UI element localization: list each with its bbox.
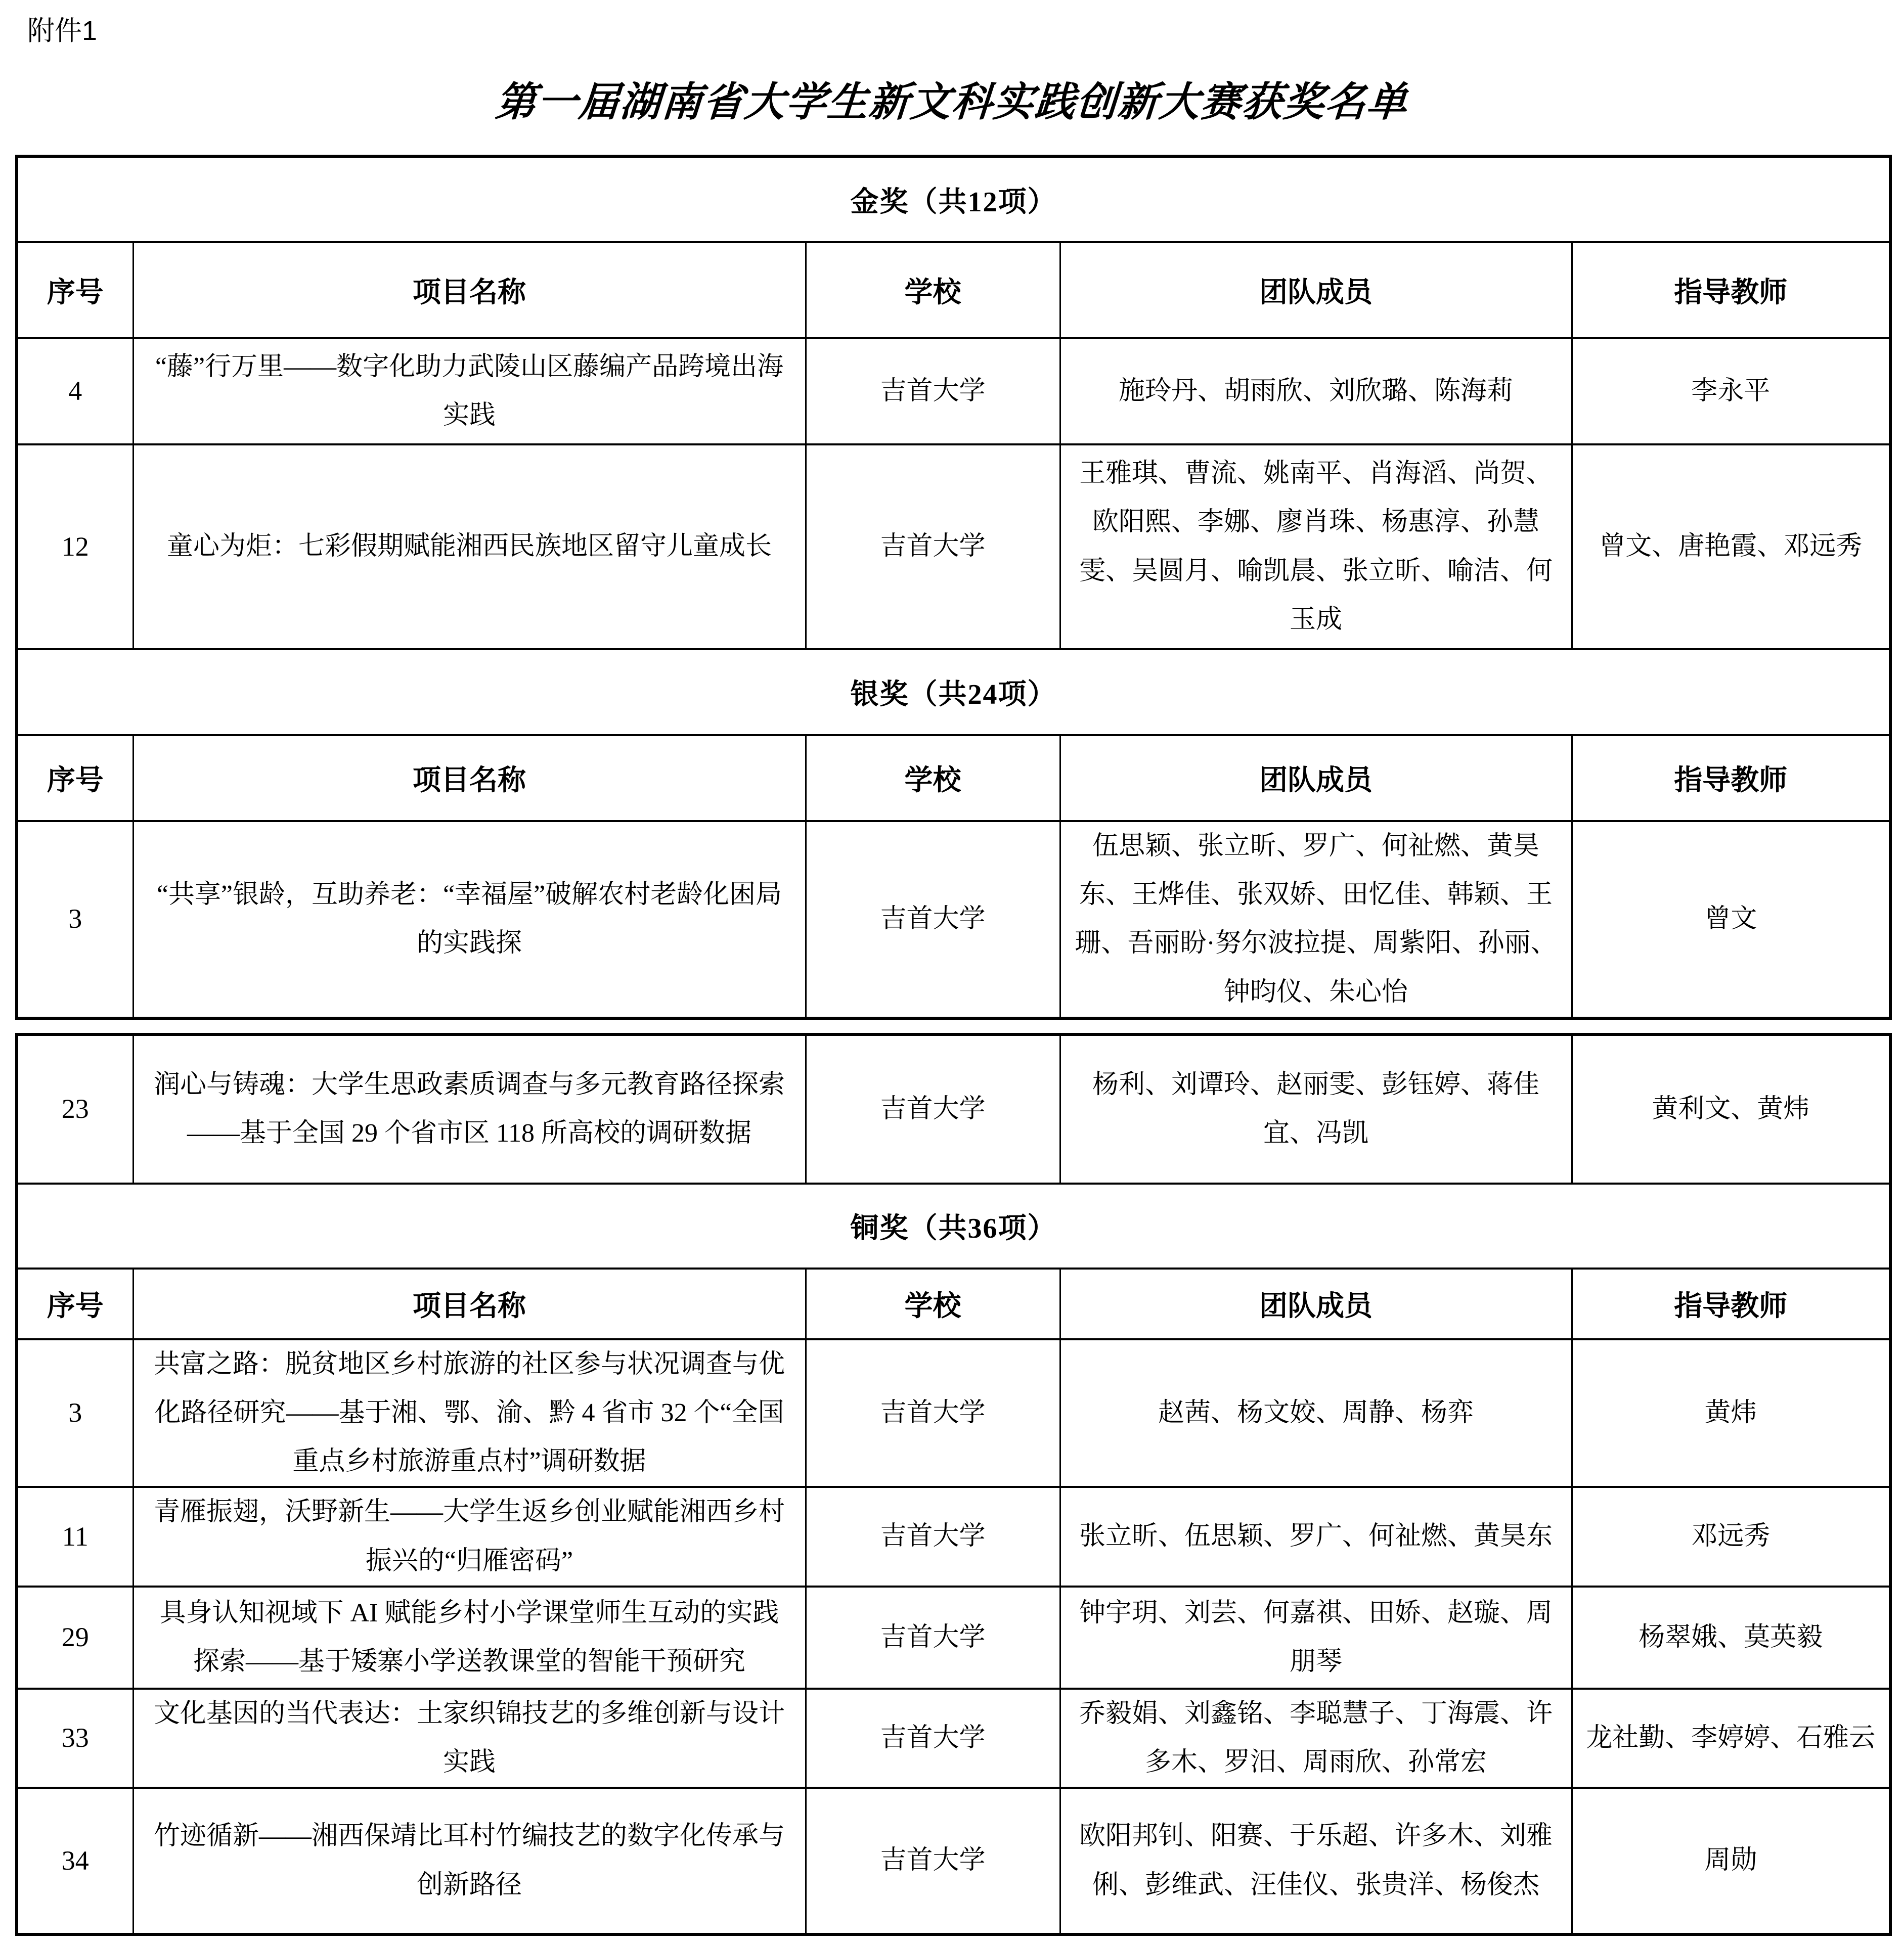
page-title: 第一届湖南省大学生新文科实践创新大赛获奖名单 — [494, 80, 1409, 125]
table-row — [17, 1587, 1890, 1689]
advisor-cell: 杨翠娥、莫英毅 — [1572, 1587, 1890, 1689]
section-heading-silver: 银奖（共24项） — [17, 649, 1890, 735]
section-heading-bronze: 铜奖（共36项） — [17, 1184, 1890, 1269]
team-cell: 欧阳邦钊、阳赛、于乐超、许多木、刘雅俐、彭维武、汪佳仪、张贵洋、杨俊杰 — [1060, 1788, 1572, 1934]
column-header-project: 项目名称 — [133, 735, 806, 821]
project-cell: 具身认知视域下 AI 赋能乡村小学课堂师生互动的实践探索——基于矮寨小学送教课堂的智能干预研究 — [133, 1587, 806, 1689]
table-row — [17, 1487, 1890, 1586]
project-cell: 润心与铸魂：大学生思政素质调查与多元教育路径探索——基于全国 29 个省市区 118 所高校的调研数据 — [133, 1034, 806, 1184]
school-cell: 吉首大学 — [806, 338, 1060, 444]
team-cell: 施玲丹、胡雨欣、刘欣璐、陈海莉 — [1060, 338, 1572, 444]
advisor-cell: 曾文 — [1572, 821, 1890, 1018]
page-break-gap — [15, 1020, 1889, 1033]
school-cell: 吉首大学 — [806, 1587, 1060, 1689]
serial-cell: 3 — [17, 821, 133, 1018]
column-header-advisor: 指导教师 — [1572, 735, 1890, 821]
project-cell: 青雁振翅，沃野新生——大学生返乡创业赋能湘西乡村振兴的“归雁密码” — [133, 1487, 806, 1586]
advisor-cell: 黄利文、黄炜 — [1572, 1034, 1890, 1184]
table-row — [17, 1788, 1890, 1934]
column-header-project: 项目名称 — [133, 1269, 806, 1339]
school-cell: 吉首大学 — [806, 1339, 1060, 1487]
serial-cell: 33 — [17, 1689, 133, 1788]
table-row — [17, 1339, 1890, 1487]
header-row-silver — [17, 735, 1890, 821]
table-row — [17, 1034, 1890, 1184]
project-cell: 童心为炬：七彩假期赋能湘西民族地区留守儿童成长 — [133, 444, 806, 649]
project-cell: 文化基因的当代表达：土家织锦技艺的多维创新与设计实践 — [133, 1689, 806, 1788]
column-header-advisor: 指导教师 — [1572, 1269, 1890, 1339]
section-heading-gold: 金奖（共12项） — [17, 156, 1890, 242]
column-header-no: 序号 — [17, 1269, 133, 1339]
project-cell: “藤”行万里——数字化助力武陵山区藤编产品跨境出海实践 — [133, 338, 806, 444]
table-row — [17, 1689, 1890, 1788]
table-row — [17, 444, 1890, 649]
header-row-bronze — [17, 1269, 1890, 1339]
advisor-cell: 邓远秀 — [1572, 1487, 1890, 1586]
advisor-cell: 周勋 — [1572, 1788, 1890, 1934]
school-cell: 吉首大学 — [806, 821, 1060, 1018]
team-cell: 杨利、刘谭玲、赵丽雯、彭钰婷、蒋佳宜、冯凯 — [1060, 1034, 1572, 1184]
school-cell: 吉首大学 — [806, 1689, 1060, 1788]
awards-table-part2 — [15, 1033, 1892, 1936]
advisor-cell: 曾文、唐艳霞、邓远秀 — [1572, 444, 1890, 649]
column-header-no: 序号 — [17, 735, 133, 821]
serial-cell: 12 — [17, 444, 133, 649]
section-row-silver — [17, 649, 1890, 735]
project-cell: “共享”银龄，互助养老：“幸福屋”破解农村老龄化困局的实践探 — [133, 821, 806, 1018]
serial-cell: 11 — [17, 1487, 133, 1586]
section-row-bronze — [17, 1184, 1890, 1269]
table-row — [17, 821, 1890, 1018]
advisor-cell: 龙社勤、李婷婷、石雅云 — [1572, 1689, 1890, 1788]
project-cell: 共富之路：脱贫地区乡村旅游的社区参与状况调查与优化路径研究——基于湘、鄂、渝、黔 4 省市 32 个“全国重点乡村旅游重点村”调研数据 — [133, 1339, 806, 1487]
team-cell: 赵茜、杨文姣、周静、杨弈 — [1060, 1339, 1572, 1487]
project-cell: 竹迹循新——湘西保靖比耳村竹编技艺的数字化传承与创新路径 — [133, 1788, 806, 1934]
table-row — [17, 338, 1890, 444]
column-header-school: 学校 — [806, 1269, 1060, 1339]
team-cell: 王雅琪、曹流、姚南平、肖海滔、尚贺、欧阳熙、李娜、廖肖珠、杨惠淳、孙慧雯、吴圆月、喻凯晨、张立昕、喻洁、何玉成 — [1060, 444, 1572, 649]
column-header-team: 团队成员 — [1060, 735, 1572, 821]
column-header-team: 团队成员 — [1060, 1269, 1572, 1339]
column-header-team: 团队成员 — [1060, 242, 1572, 338]
team-cell: 张立昕、伍思颖、罗广、何祉燃、黄昊东 — [1060, 1487, 1572, 1586]
column-header-school: 学校 — [806, 735, 1060, 821]
serial-cell: 4 — [17, 338, 133, 444]
section-row-gold — [17, 156, 1890, 242]
school-cell: 吉首大学 — [806, 1487, 1060, 1586]
attachment-label: 附件1 — [27, 16, 98, 46]
advisor-cell: 黄炜 — [1572, 1339, 1890, 1487]
team-cell: 钟宇玥、刘芸、何嘉祺、田娇、赵璇、周朋琴 — [1060, 1587, 1572, 1689]
serial-cell: 29 — [17, 1587, 133, 1689]
column-header-school: 学校 — [806, 242, 1060, 338]
school-cell: 吉首大学 — [806, 1034, 1060, 1184]
header-row-gold — [17, 242, 1890, 338]
team-cell: 乔毅娟、刘鑫铭、李聪慧子、丁海震、许多木、罗汨、周雨欣、孙常宏 — [1060, 1689, 1572, 1788]
school-cell: 吉首大学 — [806, 1788, 1060, 1934]
column-header-project: 项目名称 — [133, 242, 806, 338]
serial-cell: 23 — [17, 1034, 133, 1184]
column-header-advisor: 指导教师 — [1572, 242, 1890, 338]
serial-cell: 3 — [17, 1339, 133, 1487]
serial-cell: 34 — [17, 1788, 133, 1934]
column-header-no: 序号 — [17, 242, 133, 338]
advisor-cell: 李永平 — [1572, 338, 1890, 444]
team-cell: 伍思颖、张立昕、罗广、何祉燃、黄昊东、王烨佳、张双娇、田忆佳、韩颖、王珊、吾丽盼·努尔波拉提、周紫阳、孙丽、钟昀仪、朱心怡 — [1060, 821, 1572, 1018]
awards-table-part1 — [15, 155, 1892, 1020]
school-cell: 吉首大学 — [806, 444, 1060, 649]
